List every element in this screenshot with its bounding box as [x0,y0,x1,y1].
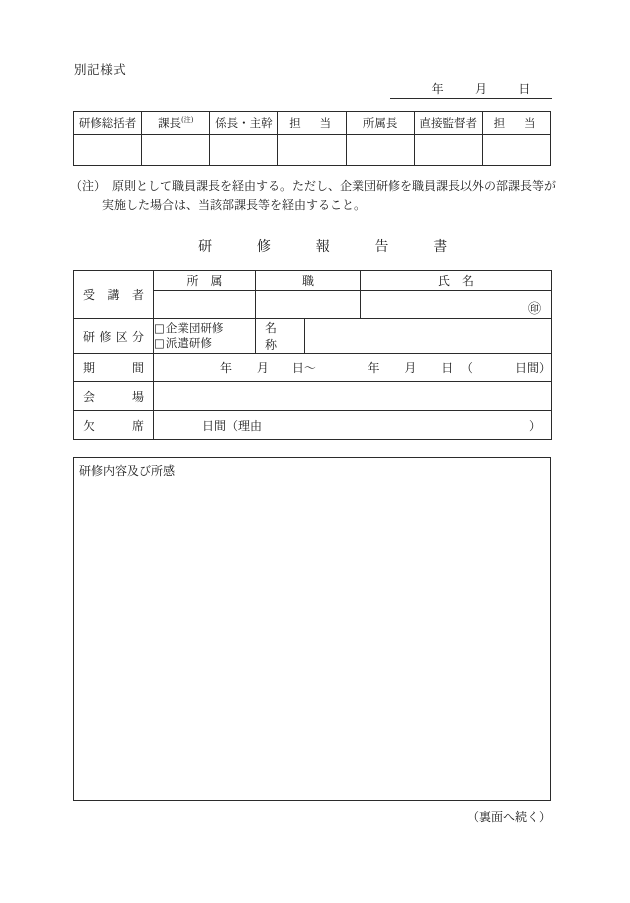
training-content-label: 研修内容及び所感 [79,464,176,478]
date-day-label: 日 [518,82,531,96]
approval-header-staff-1: 担 当 [278,112,346,135]
period-row [74,354,552,382]
attendee-column-position: 職 [256,271,361,291]
training-category-options[interactable] [154,319,256,354]
approval-cell-chief-senior[interactable] [210,135,278,166]
checkbox-dispatch-label: 派遣研修 [165,336,212,350]
approval-header-chief-senior: 係長・主幹 [210,112,278,135]
approval-header-supervisor: 所属長 [346,112,414,135]
absence-label: 欠席 [74,411,154,440]
approval-header-direct-supervisor: 直接監督者 [414,112,482,135]
attendee-label: 受講者 [74,271,154,319]
approval-header-staff-2: 担 当 [482,112,550,135]
footnote-line-1 [70,177,570,196]
period-end-day-label: 日 [441,361,454,375]
period-label: 期間 [74,354,154,382]
approval-table [73,111,551,166]
training-name-label: 名 称 [256,319,305,354]
absence-paren-close: ） [529,418,542,433]
absence-row [74,411,552,440]
approval-header-section-chief [142,112,210,135]
footnote-line-2: 実施した場合は、当該部課長等を経由すること。 [102,198,367,212]
venue-field[interactable] [154,382,552,411]
period-start-month-label: 月 [256,361,269,375]
checkbox-dispatch-icon[interactable]: □ [154,336,165,350]
training-content-box[interactable] [73,457,551,801]
continued-overleaf-note: （裏面へ続く） [466,810,551,824]
date-line[interactable] [390,80,552,99]
period-days-label: 日間） [515,361,552,375]
approval-header-training-director: 研修総括者 [74,112,142,135]
approval-cell-training-director[interactable] [74,135,142,166]
seal-icon: ㊞ [528,302,542,317]
attendee-column-affiliation: 所 属 [154,271,256,291]
absence-days-reason-label: 日間（理由 [202,418,263,433]
period-start-year-label: 年 [220,361,233,375]
approval-cell-staff-1[interactable] [278,135,346,166]
training-name-field[interactable] [305,319,552,354]
attendee-affiliation-field[interactable] [154,291,256,319]
attendee-header-row [74,271,552,291]
date-month-label: 月 [474,82,487,96]
period-end-month-label: 月 [404,361,417,375]
date-year-label: 年 [431,82,444,96]
page-title: 研 修 報 告 書 [198,239,463,255]
venue-label: 会場 [74,382,154,411]
training-report-table [73,270,552,440]
form-code-label: 別記様式 [74,62,127,77]
attendee-position-field[interactable] [256,291,361,319]
footnote [70,177,570,215]
period-start-day-label: 日～ [291,361,316,375]
approval-header-row [74,112,551,135]
approval-header-note-superscript: (注) [180,116,194,125]
attendee-name-field[interactable] [361,291,552,319]
attendee-column-name: 氏 名 [361,271,552,291]
footnote-text-1: 原則として職員課長を経由する。ただし、企業団研修を職員課長以外の部課長等が [112,179,557,193]
period-end-year-label: 年 [367,361,380,375]
venue-row [74,382,552,411]
checkbox-option-corporate[interactable] [154,321,255,337]
approval-cell-supervisor[interactable] [346,135,414,166]
approval-signature-row[interactable] [74,135,551,166]
approval-cell-direct-supervisor[interactable] [414,135,482,166]
training-category-label: 研修区分 [74,319,154,354]
training-category-row [74,319,552,354]
approval-cell-section-chief[interactable] [142,135,210,166]
checkbox-corporate-icon[interactable]: □ [154,320,165,335]
checkbox-option-dispatch[interactable] [154,336,255,352]
approval-cell-staff-2[interactable] [482,135,550,166]
approval-header-section-chief-text: 課長 [157,116,181,130]
footnote-marker: （注） [70,179,101,193]
checkbox-corporate-label: 企業団研修 [165,320,224,335]
period-paren-open: （ [460,361,473,375]
absence-field[interactable] [154,411,552,440]
period-field[interactable] [154,354,552,382]
